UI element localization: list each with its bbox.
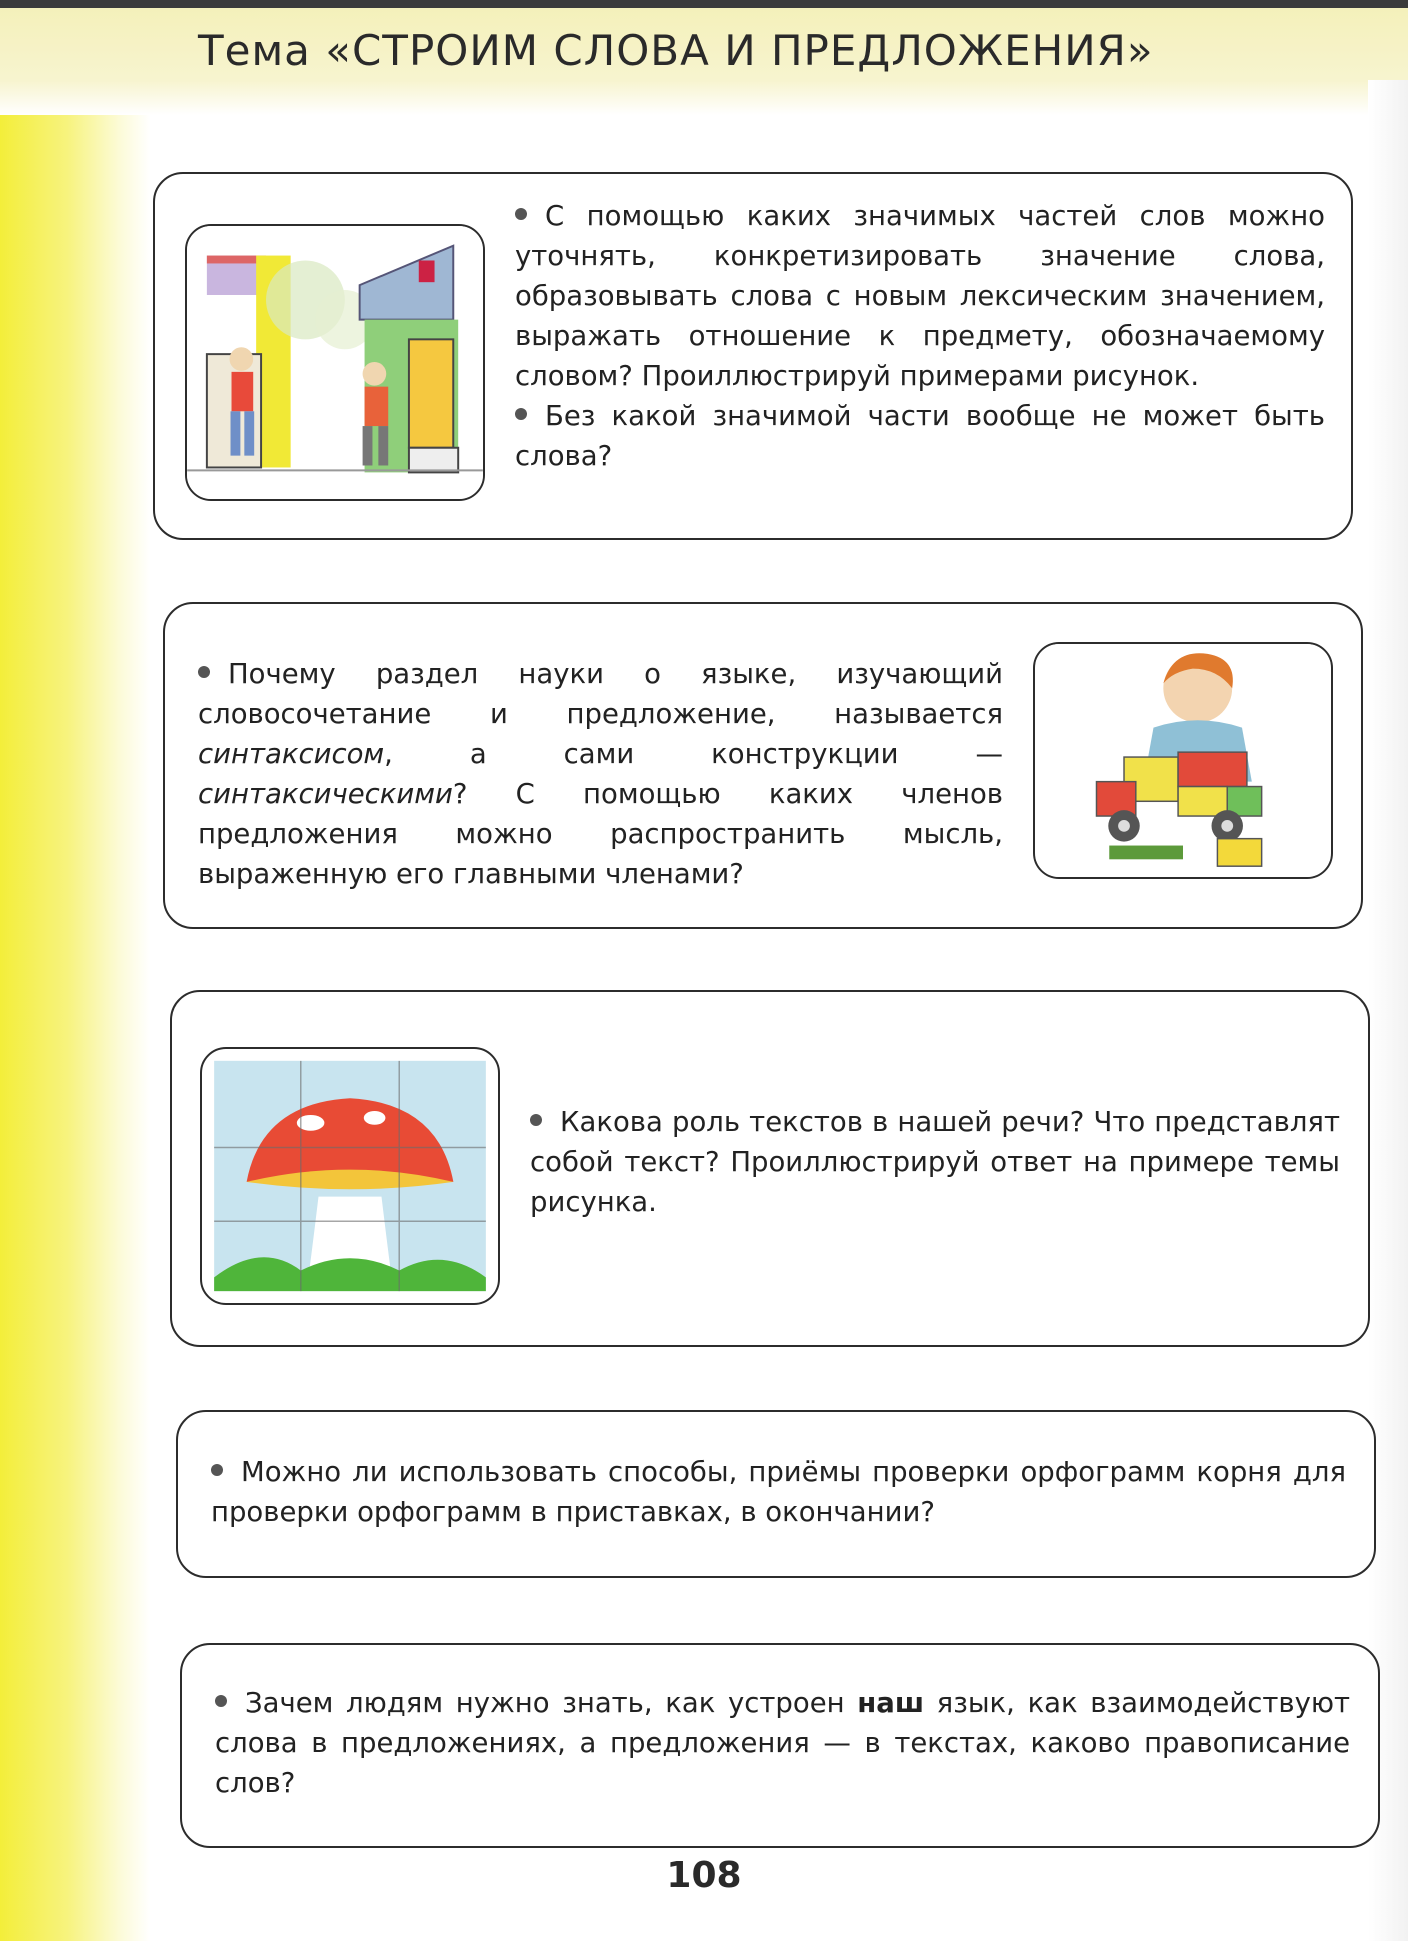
question-paragraph: Почему раздел науки о языке, изучающий словосочетание и предложение, называется синтаксисом, а сами конструкции — синтаксическими? С помощью каких членов предложения можно распространить мысль, выраженную его главными членами? [198, 658, 1003, 890]
question-text-4 [211, 1452, 1346, 1532]
mushroom-puzzle-illustration [202, 1049, 498, 1303]
question-text-3 [530, 1102, 1340, 1222]
picture-frame-house [185, 224, 485, 501]
yellow-margin-strip [0, 0, 150, 1941]
question-paragraph: Зачем людям нужно знать, как устроен наш язык, как взаимодействуют слова в предложениях, а предложения — в текстах, каково правописание слов? [215, 1687, 1351, 1799]
question-text-1 [515, 196, 1325, 476]
picture-frame-blocks [1033, 642, 1333, 879]
picture-frame-mushroom [200, 1047, 500, 1305]
house-doors-boys-illustration [187, 226, 483, 499]
bullet-icon [198, 666, 210, 678]
boy-building-blocks-illustration [1035, 644, 1331, 877]
question-text-2 [198, 654, 1003, 894]
bullet-icon [530, 1114, 542, 1126]
question-card-4 [176, 1410, 1376, 1578]
bullet-icon [515, 408, 527, 420]
bullet-icon [515, 208, 527, 220]
question-card-5 [180, 1643, 1380, 1848]
question-paragraph: Можно ли использовать способы, приёмы проверки орфограмм корня для проверки орфограмм в приставках, в окончании? [211, 1456, 1346, 1528]
question-text-5 [215, 1683, 1350, 1803]
question-card-1 [153, 172, 1353, 540]
question-card-3 [170, 990, 1370, 1347]
page-title: Тема «СТРОИМ СЛОВА И ПРЕДЛОЖЕНИЯ» [198, 26, 1154, 75]
question-paragraph: Без какой значимой части вообще не может быть слова? [515, 400, 1325, 472]
bullet-icon [211, 1464, 223, 1476]
question-card-2 [163, 602, 1363, 929]
question-paragraph: Какова роль текстов в нашей речи? Что представлят собой текст? Проиллюстрируй ответ на примере темы рисунка. [530, 1106, 1340, 1218]
page-number: 108 [666, 1855, 742, 1896]
bullet-icon [215, 1695, 227, 1707]
top-edge [0, 0, 1408, 8]
question-paragraph: С помощью каких значимых частей слов можно уточнять, конкретизировать значение слова, образовывать слова с новым лексическим значением, выражать отношение к предмету, обозначаемому словом? Проиллюстрируй примерами рисунок. [515, 200, 1325, 392]
